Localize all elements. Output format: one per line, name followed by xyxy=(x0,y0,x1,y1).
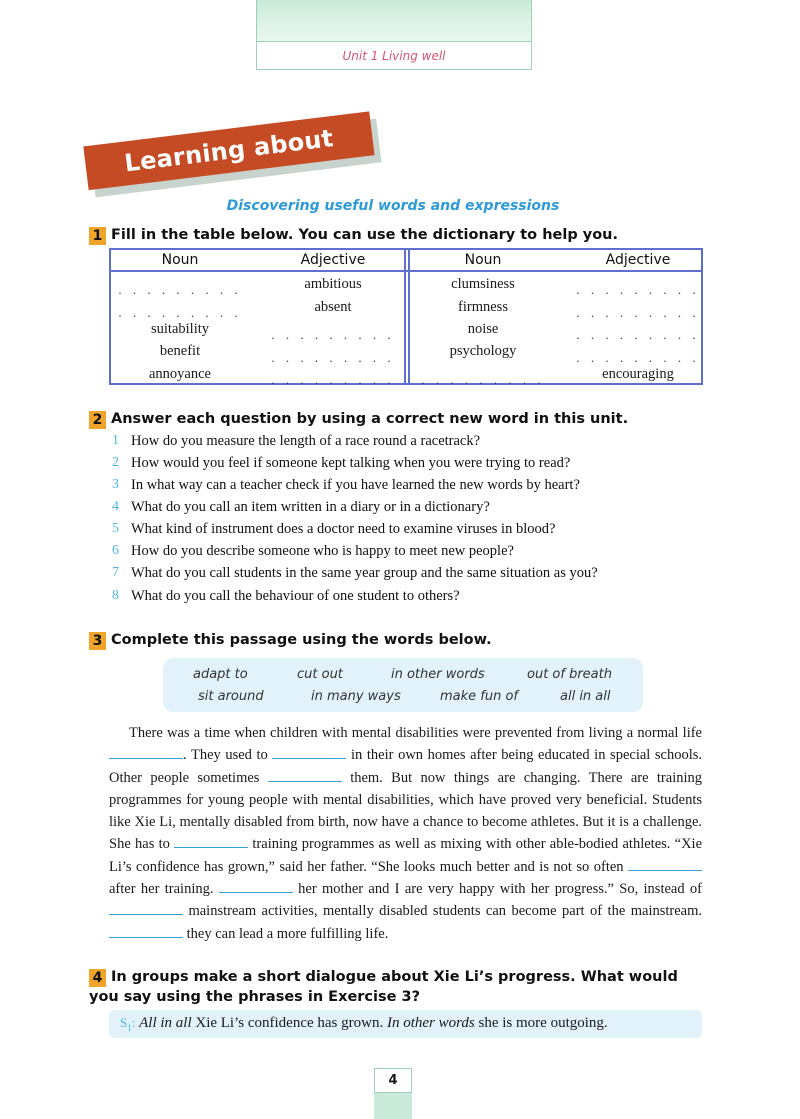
exercise-instruction: Complete this passage using the words below. xyxy=(111,632,492,648)
question-text: What kind of instrument does a doctor need to examine viruses in blood? xyxy=(131,521,556,537)
answer-blank[interactable] xyxy=(109,925,183,938)
table-cell: suitability xyxy=(151,321,209,337)
answer-blank[interactable] xyxy=(268,769,342,782)
question-number: 6 xyxy=(112,543,119,558)
exercise-3-heading xyxy=(89,632,492,650)
table-blank: . . . . . . . . . xyxy=(118,305,242,320)
speaker-number: 1 xyxy=(127,1023,132,1033)
exercise-number-badge: 2 xyxy=(89,411,106,429)
page-number: 4 xyxy=(374,1068,412,1093)
table-cell: firmness xyxy=(458,299,508,315)
table-header: Adjective xyxy=(300,252,366,268)
table-cell: encouraging xyxy=(602,366,674,382)
exercise-4-heading xyxy=(89,967,709,1007)
table-header: Adjective xyxy=(605,252,671,268)
table-header: Noun xyxy=(464,252,502,268)
answer-blank[interactable] xyxy=(109,902,183,915)
example-dialogue xyxy=(120,1015,608,1033)
phrase: out of breath xyxy=(527,667,612,682)
table-blank: . . . . . . . . . xyxy=(576,305,700,320)
question-number: 8 xyxy=(112,588,119,603)
passage-text: training programmes as well as mixing with other able-bodied athletes. “Xie Li’s confidence has grown,” said her father. “She looks much better and is not so often xyxy=(109,836,703,875)
passage-text: There was a time when children with mental disabilities were prevented from living a normal life xyxy=(129,725,702,741)
header-decoration xyxy=(256,0,532,42)
passage-text: . They used to xyxy=(183,747,268,764)
table-blank: . . . . . . . . . xyxy=(421,372,545,387)
footer-decoration xyxy=(374,1093,412,1119)
question-text: What do you call students in the same year group and the same situation as you? xyxy=(131,565,598,581)
question-number: 5 xyxy=(112,521,119,536)
section-banner xyxy=(83,110,388,217)
answer-blank[interactable] xyxy=(109,746,183,759)
exercise-number-badge: 1 xyxy=(89,227,106,245)
question-text: What do you call the behaviour of one student to others? xyxy=(131,588,460,604)
passage-text: her mother and I are very happy with her progress.” So, instead of xyxy=(298,881,703,898)
answer-blank[interactable] xyxy=(174,835,248,848)
phrase: sit around xyxy=(198,689,264,704)
speaker-colon: : xyxy=(131,1015,136,1030)
exercise-2-heading xyxy=(89,411,628,429)
section-subtitle: Discovering useful words and expressions xyxy=(226,198,560,214)
exercise-instruction: In groups make a short dialogue about Xie Li’s progress. What would you say using the phrases in Exercise 3? xyxy=(89,969,678,1005)
question-number: 4 xyxy=(112,499,119,514)
question-text: What do you call an item written in a diary or in a dictionary? xyxy=(131,499,490,515)
table-blank: . . . . . . . . . xyxy=(576,327,700,342)
phrase: cut out xyxy=(297,667,343,682)
passage-text: them. But now things are changing. There are training programmes for young people with mental disabilities, which have proved very beneficial. Students like Xie Li, mentally disabled from birth, now have a chance to become athletes. But it is a challenge. She has to xyxy=(109,769,702,853)
table-cell: annoyance xyxy=(149,366,211,382)
table-cell: clumsiness xyxy=(451,276,515,292)
table-header: Noun xyxy=(161,252,199,268)
table-blank: . . . . . . . . . xyxy=(576,350,700,365)
phrase: adapt to xyxy=(193,667,248,682)
passage-text: in their own homes after being educated in special schools. Other people sometimes xyxy=(109,747,703,786)
table-cell: noise xyxy=(467,321,499,337)
phrase: in many ways xyxy=(311,689,401,704)
question-text: How would you feel if someone kept talking when you were trying to read? xyxy=(131,455,571,471)
table-blank: . . . . . . . . . xyxy=(271,372,395,387)
exercise-1-heading xyxy=(89,227,618,245)
exercise-number-badge: 3 xyxy=(89,632,106,650)
table-cell: psychology xyxy=(449,343,517,359)
section-title: Learning about Language xyxy=(83,111,374,190)
table-cell: benefit xyxy=(159,343,201,359)
question-text: How do you measure the length of a race round a racetrack? xyxy=(131,433,481,449)
example-phrase: In other words xyxy=(386,1015,475,1031)
table-blank: . . . . . . . . . xyxy=(271,327,395,342)
exercise-instruction: Fill in the table below. You can use the dictionary to help you. xyxy=(111,227,618,243)
question-text: In what way can a teacher check if you have learned the new words by heart? xyxy=(131,477,580,493)
table-cell: ambitious xyxy=(304,276,362,292)
answer-blank[interactable] xyxy=(272,746,346,759)
table-cell: absent xyxy=(314,299,352,315)
passage-text: they can lead a more fulfilling life. xyxy=(186,925,389,942)
question-number: 3 xyxy=(112,477,119,492)
phrase: make fun of xyxy=(440,689,519,704)
table-blank: . . . . . . . . . xyxy=(576,282,700,297)
question-text: How do you describe someone who is happy to meet new people? xyxy=(131,543,514,559)
question-number: 7 xyxy=(112,565,119,580)
passage-text: after her training. xyxy=(109,881,214,898)
passage-text: mainstream activities, mentally disabled students can become part of the mainstream. xyxy=(188,903,702,920)
exercise-number-badge: 4 xyxy=(89,969,106,987)
phrase: all in all xyxy=(560,689,611,704)
example-text: she is more outgoing. xyxy=(474,1015,608,1031)
question-number: 2 xyxy=(112,455,119,470)
table-blank: . . . . . . . . . xyxy=(271,350,395,365)
speaker-label: S xyxy=(120,1015,128,1030)
phrase: in other words xyxy=(391,667,485,682)
unit-label: Unit 1 Living well xyxy=(256,42,532,70)
answer-blank[interactable] xyxy=(628,858,702,871)
exercise-instruction: Answer each question by using a correct new word in this unit. xyxy=(111,411,629,427)
answer-blank[interactable] xyxy=(219,880,293,893)
question-number: 1 xyxy=(112,433,119,448)
table-header-rule xyxy=(109,270,703,272)
table-blank: . . . . . . . . . xyxy=(118,282,242,297)
passage xyxy=(109,722,702,945)
example-text: Xie Li’s confidence has grown. xyxy=(191,1015,387,1031)
example-phrase: All in all xyxy=(139,1015,192,1031)
